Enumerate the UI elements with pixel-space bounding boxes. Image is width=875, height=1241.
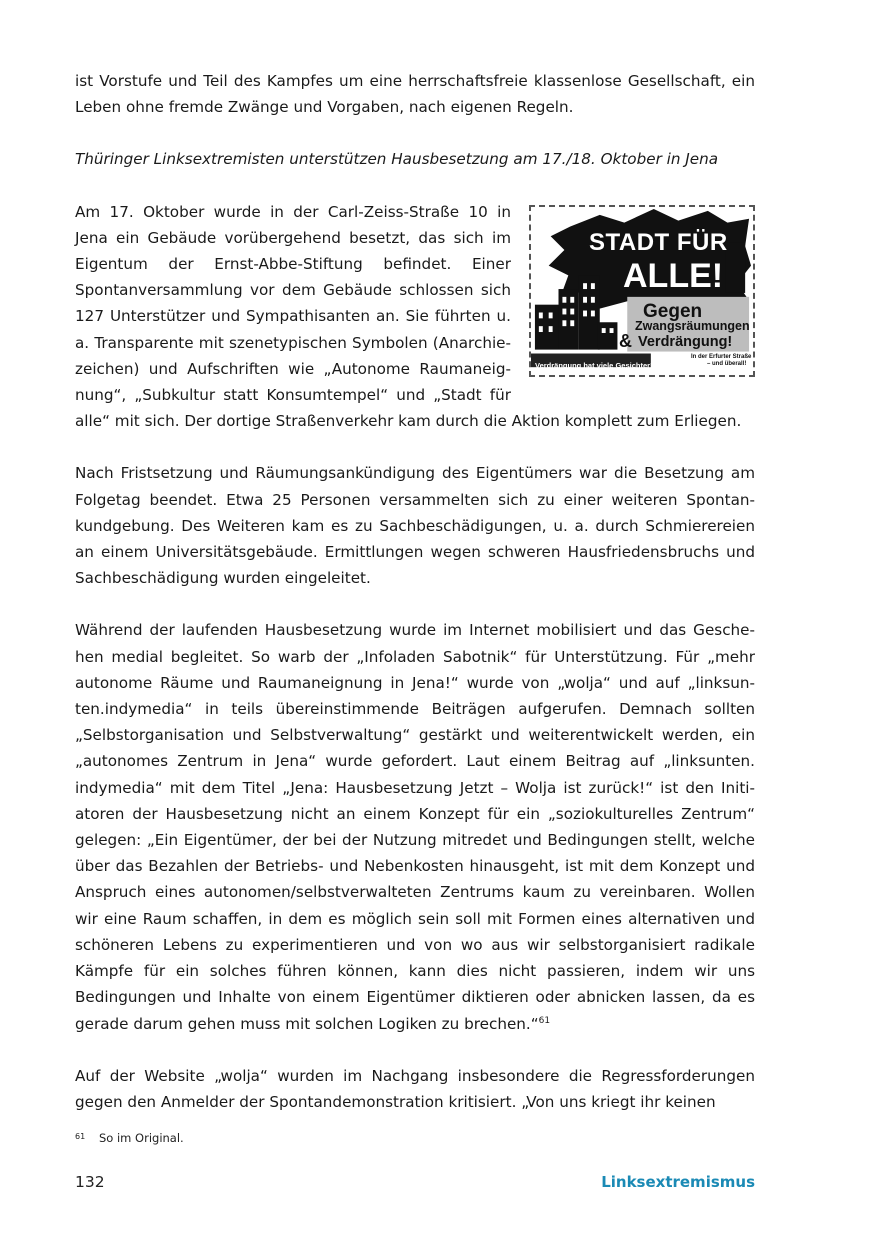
paragraph-3: Nach Fristsetzung und Räumungsankündigung des Eigentümers war die Besetzung am Folgetag beendet. Etwa 25 Personen versammelten sich zu einer weiteren Spontankundgebung. Des Weiteren kam es zu Sachbeschädigungen, u. a. durch Schmierereien an einem Universitätsgebäude. Ermittlungen wegen schweren Hausfriedensbruchs und Sachbeschädigung wurden eingeleitet.	[75, 464, 755, 588]
poster-amp: &	[619, 330, 632, 351]
poster-erfurt: In der Erfurter Straße	[691, 353, 752, 360]
building-3	[535, 304, 559, 349]
poster-verd: Verdrängung!	[638, 333, 733, 350]
poster-ueberall: – und überall!	[707, 360, 747, 367]
page-body	[75, 68, 755, 1115]
footnote-ref[interactable]: 61	[538, 1015, 551, 1026]
poster-strip-text: Verdrängung hat viele Gesichter!	[535, 360, 653, 370]
section-heading: Thüringer Linksextremisten unterstützen Hausbesetzung am 17./18. Oktober in Jena	[75, 150, 719, 169]
building-4	[598, 322, 618, 349]
poster-image	[529, 205, 755, 377]
page-number: 132	[75, 1173, 105, 1191]
paragraph-2: Am 17. Oktober wurde in der Carl-Zeiss-Straße 10 in Jena ein Gebäude vorübergehend besetzt, das sich im Eigentum der Ernst-Abbe-Stiftung befindet. Einer Spontanversammlung vor dem Gebäude schlossen sich 127 Unterstützer und Sympathisanten an. Sie führten u. a. Transparente mit szenetypischen Symbolen (Anarchiezeichen) und Aufschriften wie „Autonome Raumaneignung“, „Subkultur statt Konsumtempel“ und „Stadt für alle“ mit sich. Der dortige Straßenverkehr kam durch die Aktion komplett zum Erliegen.	[75, 202, 742, 431]
paragraph-5: Auf der Website „wolja“ wurden im Nachgang insbesondere die Regressforderungen gegen den Anmelder der Spontandemonstration kritisiert. „Von uns kriegt ihr keinen	[75, 1066, 755, 1111]
exclamation-bar	[725, 242, 745, 293]
poster-line-1: STADT FÜR	[589, 228, 728, 256]
building-2	[578, 275, 600, 349]
paragraph-4	[75, 617, 755, 1036]
footnote-number: 61	[75, 1132, 86, 1141]
poster-zwang: Zwangsräumungen	[635, 318, 750, 333]
section-title: Linksextremismus	[601, 1173, 755, 1191]
building-1	[559, 289, 579, 350]
paragraph-1: ist Vorstufe und Teil des Kampfes um eine herrschaftsfreie klassenlose Gesellschaft, ein Leben ohne fremde Zwänge und Vorgaben, nach eigenen Regeln.	[75, 72, 755, 117]
paragraph-4-text: Während der laufenden Hausbesetzung wurde im Internet mobilisiert und das Geschehen medial begleitet. So warb der „Infoladen Sabotnik“ für Unterstützung. Für „mehr autonome Räume und Raumaneignung in Jena!“ wurde von „wolja“ und auf „linksunten.indymedia“ in teils übereinstimmende Beiträgen aufgerufen. Demnach sollten „Selbstorganisation und Selbstverwaltung“ gestärkt und weiterentwickelt werden, ein „autonomes Zentrum in Jena“ wurde gefordert. Laut einem Beitrag auf „linksunten. indymedia“ mit dem Titel „Jena: Hausbesetzung Jetzt – Wolja ist zurück!“ ist den Initiatoren der Hausbesetzung nicht an einem Konzept für ein „soziokulturelles Zentrum“ gelegen: „Ein Eigentümer, der bei der Nutzung mitredet und Bedingungen stellt, welche über das Bezahlen der Betriebs- und Nebenkosten hinausgeht, ist mit dem Konzept und Anspruch eines autonomen/selbstverwalteten Zentrums kaum zu vereinbaren. Wollen wir eine Raum schaffen, in dem es möglich sein soll mit Formen eines alternativen und schöneren Lebens zu experimentieren und von wo aus wir selbstorganisiert radikale Kämpfe für ein solches führen können, kann dies nicht passieren, indem wir uns Bedingungen und Inhalte von einem Eigentümer diktieren oder abnicken lassen, da es gerade darum gehen muss mit solchen Logiken zu brechen.“	[75, 621, 755, 1033]
poster-line-2: ALLE!	[623, 256, 724, 295]
poster-gegen: Gegen	[643, 300, 703, 322]
footnote	[75, 1131, 184, 1145]
footnote-text: So im Original.	[99, 1131, 184, 1145]
